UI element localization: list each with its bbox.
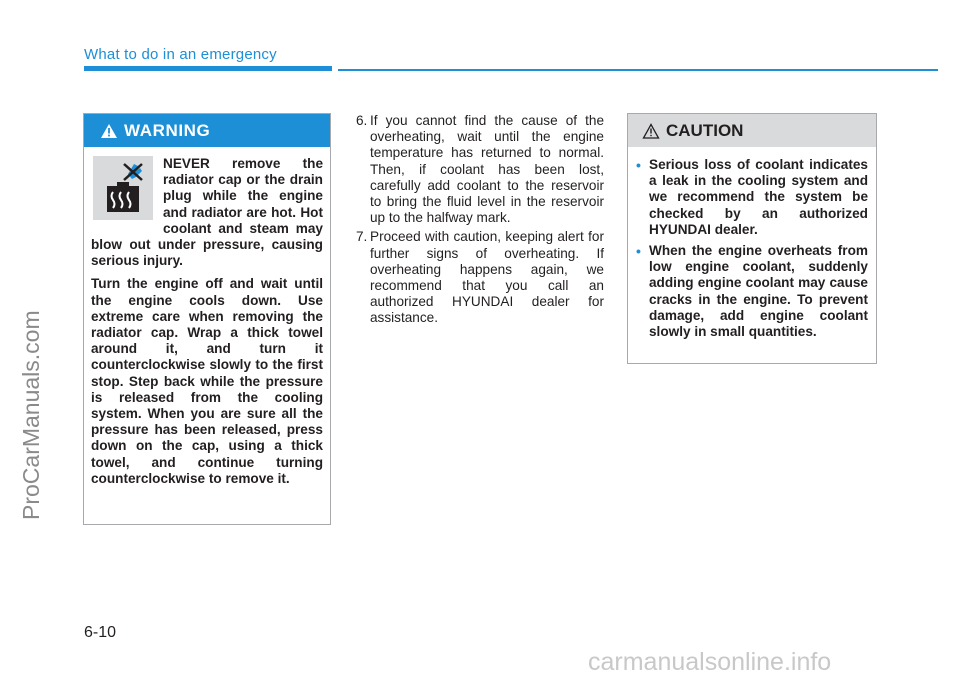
step-item (356, 229, 604, 326)
step-text: Proceed with caution, keeping alert for further signs of overheating. If overheating happens again, we recommend that you call an authorized HYUNDAI dealer for assistance. (370, 229, 604, 326)
caution-bullet (636, 157, 868, 238)
steps-list (356, 113, 604, 330)
side-watermark: ProCarManuals.com (18, 310, 44, 520)
header-rule-thick (84, 66, 332, 71)
bottom-watermark: carmanualsonline.info (588, 648, 832, 676)
caution-title: CAUTION (666, 120, 744, 140)
warning-paragraph-2: Turn the engine off and wait until the engine cools down. Use extreme care when removing the radiator cap. Wrap a thick towel around it, and turn it counterclockwise slowly to the first stop. Step back while the pressure is released from the cooling system. When you are sure all the pressure has been released, press down on the cap, using a thick towel, and continue turning counterclockwise to remove it. (91, 276, 323, 486)
caution-bullet-text: When the engine overheats from low engine coolant, suddenly adding engine coolant may cause cracks in the engine. To prevent damage, add engine coolant slowly in small quantities. (649, 243, 868, 340)
caution-header (628, 114, 876, 147)
warning-box (83, 113, 331, 525)
step-number: 7. (356, 229, 368, 245)
step-text: If you cannot find the cause of the overheating, wait until the engine temperature has returned to normal. Then, if coolant has been lost, carefully add coolant to the reservoir to bring the fluid level in the reservoir up to the halfway mark. (370, 113, 604, 226)
warning-header (84, 114, 330, 147)
warning-body (84, 147, 330, 487)
page-number: 6-10 (84, 624, 117, 641)
warning-paragraph-1: NEVER remove the radiator cap or the drain plug while the engine and radiator are hot. Hot coolant and steam may blow out under pressure, causing serious injury. (91, 156, 323, 269)
step-item (356, 113, 604, 226)
header-rule-thin (338, 69, 938, 71)
caution-triangle-icon (642, 123, 660, 139)
bullet-dot-icon: • (636, 157, 641, 173)
radiator-hot-icon (93, 156, 153, 220)
warning-title: WARNING (124, 120, 211, 140)
warning-triangle-icon (100, 123, 118, 139)
step-number: 6. (356, 113, 368, 128)
caution-box (627, 113, 877, 364)
caution-body (628, 147, 876, 340)
caution-bullet-text: Serious loss of coolant indicates a leak in the cooling system and we recommend the system be checked by an authorized HYUNDAI dealer. (649, 157, 868, 237)
caution-bullet (636, 243, 868, 340)
section-title: What to do in an emergency (84, 46, 277, 63)
bullet-dot-icon: • (636, 243, 641, 260)
